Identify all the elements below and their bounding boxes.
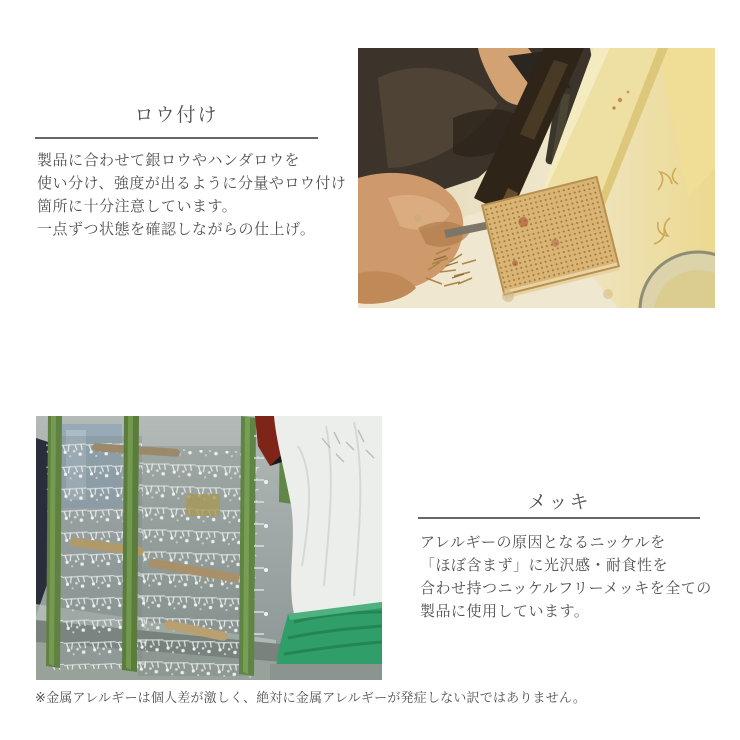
soldering-description-line: 箇所に十分注意しています。: [37, 198, 238, 215]
plating-title: メッキ: [527, 492, 591, 513]
soldering-description-line: 製品に合わせて銀ロウやハンダロウを: [37, 152, 300, 169]
soldering-title: ロウ付け: [134, 105, 219, 126]
soldering-description-line: 使い分け、強度が出るように分量やロウ付け: [37, 175, 347, 192]
plating-section: [0, 370, 740, 740]
soldering-description: [37, 149, 367, 241]
plating-divider: [418, 517, 700, 519]
plating-description: [420, 531, 730, 623]
soldering-photo: [358, 48, 715, 308]
allergy-disclaimer-note: ※金属アレルギーは個人差が激しく、絶対に金属アレルギーが発症しない訳ではありません。: [35, 690, 587, 705]
plating-description-line: アレルギーの原因となるニッケルを: [420, 534, 666, 551]
plating-description-line: 合わせ持つニッケルフリーメッキを全ての: [420, 580, 712, 597]
plating-description-line: 「ほぼ含まず」に光沢感・耐食性を: [420, 557, 669, 574]
soldering-divider: [35, 137, 318, 139]
soldering-description-line: 一点ずつ状態を確認しながらの仕上げ。: [37, 221, 316, 238]
plating-description-line: 製品に使用しています。: [420, 603, 590, 620]
plating-photo: [36, 416, 382, 680]
